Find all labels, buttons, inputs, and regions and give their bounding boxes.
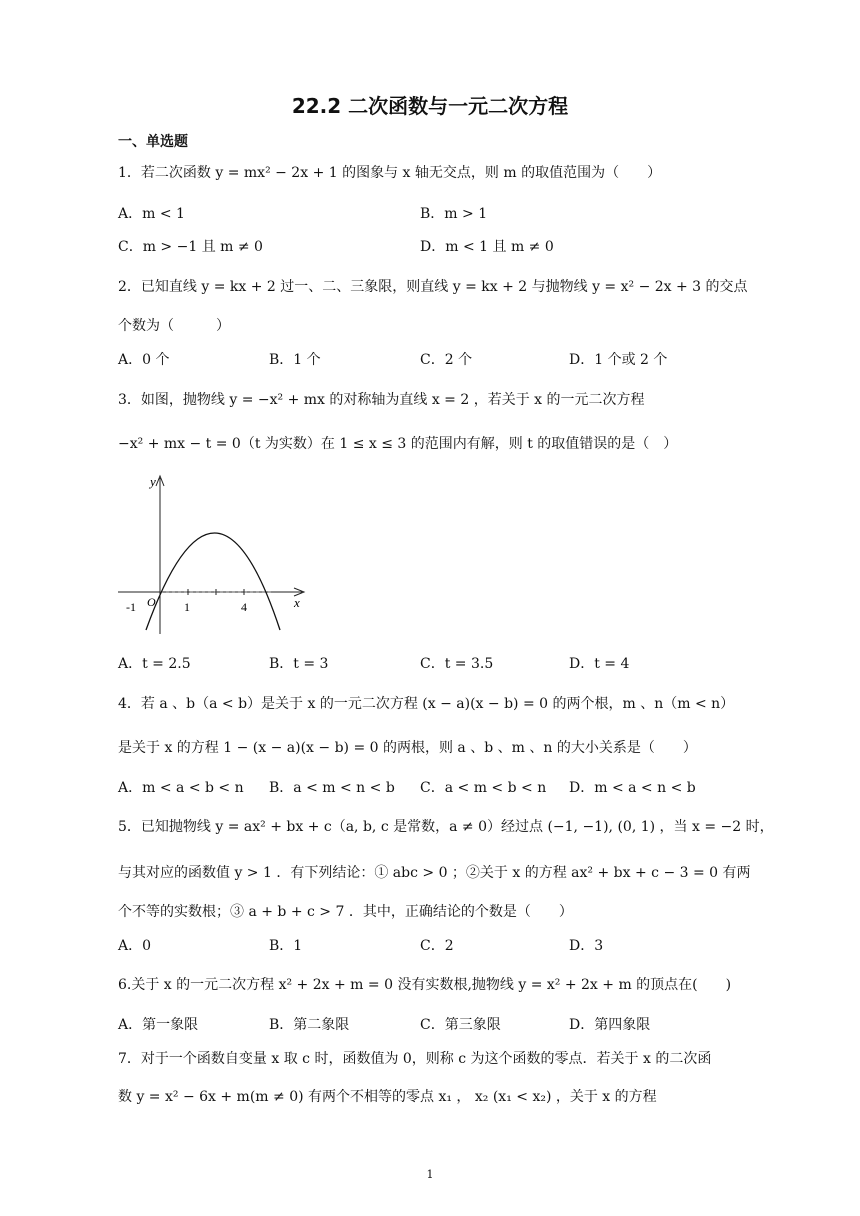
q2-stem-line1: 2．已知直线 y = kx + 2 过一、二、三象限，则直线 y = kx + 2 与抛物线 y = x² − 2x + 3 的交点 (118, 279, 748, 295)
q4-stem-line2: 是关于 x 的方程 1 − (x − a)(x − b) = 0 的两根，则 a 、b 、m 、n 的大小关系是（ ） (118, 740, 697, 756)
page-number: 1 (426, 1168, 434, 1181)
q4-option-b: B．a < m < n < b (269, 780, 395, 796)
q5-stem-line3: 个不等的实数根；③ a + b + c > 7 ．其中，正确结论的个数是（ ） (118, 904, 573, 920)
parabola-curve (146, 533, 280, 630)
q5-option-b: B．1 (269, 938, 303, 954)
q5-option-c: C．2 (420, 938, 454, 954)
q1-option-d: D．m < 1 且 m ≠ 0 (420, 239, 554, 255)
section-heading: 一、单选题 (118, 134, 188, 150)
q2-option-c: C．2 个 (420, 352, 473, 368)
q3-option-c: C．t = 3.5 (420, 656, 494, 672)
q2-stem-line2: 个数为（ ） (118, 318, 230, 334)
q4-option-d: D．m < a < n < b (569, 780, 696, 796)
q6-option-c: C．第三象限 (420, 1017, 501, 1033)
tick-label-1: 1 (184, 600, 190, 614)
q6-option-a: A．第一象限 (118, 1017, 199, 1033)
q2-option-a: A．0 个 (118, 352, 170, 368)
origin-label: O (147, 595, 156, 609)
q2-option-b: B．1 个 (269, 352, 321, 368)
q3-option-d: D．t = 4 (569, 656, 630, 672)
tick-label-4: 4 (241, 600, 247, 614)
x-axis-label: x (294, 595, 300, 610)
q5-stem-line1: 5．已知抛物线 y = ax² + bx + c（a, b, c 是常数，a ≠ 0）经过点 (−1, −1), (0, 1) ，当 x = −2 时， (118, 819, 774, 835)
page-title: 22.2 二次函数与一元二次方程 (291, 94, 569, 118)
q4-option-c: C．a < m < b < n (420, 780, 547, 796)
q1-stem: 1．若二次函数 y = mx² − 2x + 1 的图象与 x 轴无交点，则 m 的取值范围为（ ） (118, 165, 662, 181)
q6-option-b: B．第二象限 (269, 1017, 350, 1033)
q1-option-a: A．m < 1 (118, 206, 185, 222)
q7-stem-line2: 数 y = x² − 6x + m(m ≠ 0) 有两个不相等的零点 x₁ ， x₂ (x₁ < x₂) ，关于 x 的方程 (118, 1089, 657, 1105)
q6-option-d: D．第四象限 (569, 1017, 651, 1033)
q3-stem-line1: 3．如图，抛物线 y = −x² + mx 的对称轴为直线 x = 2 ，若关于 x 的一元二次方程 (118, 392, 645, 408)
q5-option-a: A．0 (118, 938, 152, 954)
q1-option-b: B．m > 1 (420, 206, 488, 222)
y-axis-label: y (150, 474, 156, 489)
q3-option-b: B．t = 3 (269, 656, 329, 672)
q6-stem: 6.关于 x 的一元二次方程 x² + 2x + m = 0 没有实数根,抛物线 y = x² + 2x + m 的顶点在( ) (118, 977, 732, 993)
q5-stem-line2: 与其对应的函数值 y > 1 ．有下列结论：① abc > 0 ；②关于 x 的方程 ax² + bx + c − 3 = 0 有两 (118, 865, 751, 881)
q3-parabola-graph (112, 470, 312, 638)
q3-stem-line2: −x² + mx − t = 0（t 为实数）在 1 ≤ x ≤ 3 的范围内有解，则 t 的取值错误的是（ ） (118, 436, 678, 452)
q3-option-a: A．t = 2.5 (118, 656, 191, 672)
tick-label-neg1: -1 (126, 600, 136, 614)
q2-option-d: D．1 个或 2 个 (569, 352, 668, 368)
q5-option-d: D．3 (569, 938, 604, 954)
q4-option-a: A．m < a < b < n (118, 780, 244, 796)
q4-stem-line1: 4．若 a 、b（a < b）是关于 x 的一元二次方程 (x − a)(x − b) = 0 的两个根，m 、n（m < n） (118, 696, 735, 712)
q7-stem-line1: 7．对于一个函数自变量 x 取 c 时，函数值为 0，则称 c 为这个函数的零点．若关于 x 的二次函 (118, 1051, 712, 1067)
q1-option-c: C．m > −1 且 m ≠ 0 (118, 239, 263, 255)
